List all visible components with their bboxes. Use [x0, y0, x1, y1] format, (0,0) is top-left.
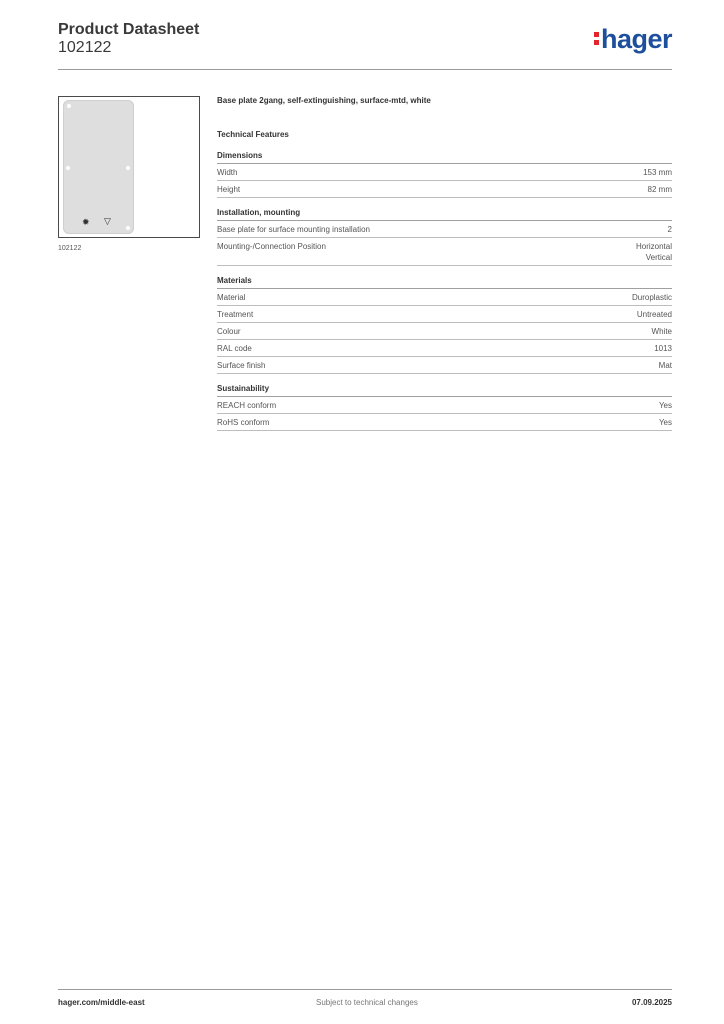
footer-website-link[interactable]: hager.com/middle-east [58, 998, 145, 1007]
spec-label: Mounting-/Connection Position [217, 242, 326, 251]
footer-date: 07.09.2025 [631, 998, 672, 1007]
spec-value: Untreated [636, 310, 672, 319]
group-title: Sustainability [217, 384, 672, 397]
triangle-symbol-icon: ▽ [104, 216, 111, 226]
product-code: 102122 [58, 39, 112, 56]
logo-text: hager [600, 24, 672, 54]
logo-dots-icon [594, 32, 599, 48]
footer-note: Subject to technical changes [316, 998, 418, 1007]
screw-hole-icon [126, 166, 130, 170]
image-caption: 102122 [58, 245, 82, 252]
spec-label: Height [217, 185, 241, 194]
spec-row [217, 289, 672, 306]
spec-value: White [651, 327, 672, 336]
spec-value-multi [636, 241, 672, 263]
group-title: Materials [217, 276, 672, 289]
group-title: Installation, mounting [217, 208, 672, 221]
spec-value: Yes [658, 401, 672, 410]
header-divider [58, 69, 672, 70]
group-title: Dimensions [217, 151, 672, 164]
spec-value: Yes [658, 418, 672, 427]
spec-row [217, 306, 672, 323]
spec-label: REACH conform [217, 401, 277, 410]
product-image-frame [58, 96, 200, 238]
spec-group-sustainability [217, 384, 672, 431]
flame-symbol-icon: ✹ [82, 217, 90, 227]
spec-value: Horizontal [635, 242, 672, 251]
spec-row [217, 238, 672, 266]
spec-row [217, 221, 672, 238]
spec-group-materials [217, 276, 672, 374]
spec-row [217, 357, 672, 374]
spec-group-installation [217, 208, 672, 266]
spec-value: Duroplastic [631, 293, 672, 302]
product-description: Base plate 2gang, self-extinguishing, surface-mtd, white [217, 96, 431, 105]
spec-label: Base plate for surface mounting installation [217, 225, 370, 234]
spec-value: 82 mm [647, 185, 672, 194]
page-title: Product Datasheet [58, 21, 200, 38]
spec-content [217, 96, 672, 441]
screw-hole-icon [126, 226, 130, 230]
spec-group-dimensions [217, 151, 672, 198]
spec-label: Width [217, 168, 238, 177]
spec-label: Surface finish [217, 361, 266, 370]
spec-label: Treatment [217, 310, 254, 319]
footer-divider [58, 989, 672, 990]
hager-logo[interactable] [594, 26, 672, 53]
spec-label: Material [217, 293, 246, 302]
features-heading: Technical Features [217, 130, 289, 139]
spec-label: RoHS conform [217, 418, 270, 427]
screw-hole-icon [67, 104, 71, 108]
base-plate-image [63, 100, 134, 234]
spec-value: Mat [658, 361, 672, 370]
spec-value: 153 mm [643, 168, 672, 177]
spec-label: Colour [217, 327, 241, 336]
screw-hole-icon [66, 166, 70, 170]
spec-value: Vertical [645, 253, 672, 262]
spec-label: RAL code [217, 344, 252, 353]
spec-row [217, 181, 672, 198]
spec-row [217, 414, 672, 431]
spec-row [217, 323, 672, 340]
spec-row [217, 397, 672, 414]
spec-row [217, 340, 672, 357]
spec-value: 1013 [654, 344, 672, 353]
spec-value: 2 [667, 225, 672, 234]
spec-row [217, 164, 672, 181]
